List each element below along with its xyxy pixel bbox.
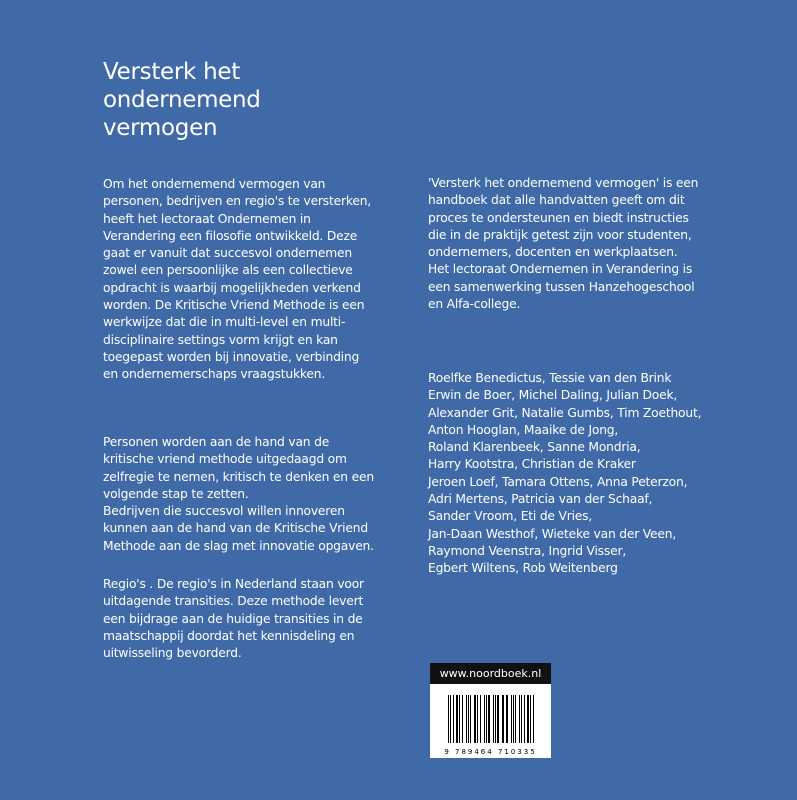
barcode-bar xyxy=(519,695,520,743)
barcode-bar xyxy=(488,695,490,743)
book-title: Versterk het ondernemend vermogen xyxy=(103,59,261,141)
barcode-bar xyxy=(506,695,508,743)
barcode-bar xyxy=(477,695,478,743)
barcode-bar xyxy=(515,695,516,743)
barcode-bar xyxy=(484,695,485,743)
handbook-paragraph: 'Versterk het ondernemend vermogen' is een handboek dat alle handvatten geeft om dit proces te ondersteunen en biedt instructies die in de praktijk getest zijn voor studenten, ondernemers, docenten en werkplaatsen. Het lectoraat Ondernemen in Verandering is een samenwerking tussen Hanzehogeschool en Alfa-college. xyxy=(428,176,699,312)
barcode-bar xyxy=(511,695,512,743)
barcode-bar xyxy=(502,695,503,743)
barcode-bar xyxy=(468,695,469,743)
companies-paragraph: Bedrijven die succesvol willen innoveren kunnen aan de hand van de Kritische Vriend Methode aan de slag met innovatie opgaven. xyxy=(103,504,374,553)
persons-paragraph: Personen worden aan de hand van de kritische vriend methode uitgedaagd om zelfregie te nemen, kritisch te denken en een volgende stap te zetten. xyxy=(103,435,374,501)
barcode-bar xyxy=(524,695,525,743)
barcode-bar xyxy=(453,695,454,743)
intro-paragraph: Om het ondernemend vermogen van personen, bedrijven en regio's te versterken, heeft het lectoraat Ondernemen in Verandering een filosofie ontwikkeld. Deze gaat er vanuit dat succesvol ondernemen zowel een persoonlijke als een collectieve opdracht is waarbij mogelijkheden verkend worden. De Kritische Vriend Methode is een werkwijze dat die in multi-level en multi- disciplinaire settings vorm krijgt en kan toegepast worden bij innovatie, verbinding en ondernemerschaps vraagstukken. xyxy=(103,177,371,382)
barcode-bar xyxy=(530,695,531,743)
publisher-url: www.noordboek.nl xyxy=(430,663,551,684)
barcode-bar xyxy=(495,695,496,743)
barcode-bar xyxy=(513,695,514,743)
isbn-number: 9 789464 710335 xyxy=(444,748,537,756)
barcode-bar xyxy=(450,695,451,743)
barcode-box xyxy=(430,663,551,758)
barcode-bar xyxy=(474,695,476,743)
barcode-bar xyxy=(486,695,487,743)
barcode-bar xyxy=(448,695,449,743)
barcode-bar xyxy=(480,695,481,743)
barcode-bar xyxy=(459,695,460,743)
barcode-bar xyxy=(521,695,522,743)
barcode-bar xyxy=(470,695,471,743)
barcode-bar xyxy=(497,695,498,743)
barcode-bar xyxy=(527,695,529,743)
barcode-bar xyxy=(462,695,463,743)
authors-list: Roelfke Benedictus, Tessie van den Brink Erwin de Boer, Michel Daling, Julian Doek, Alexander Grit, Natalie Gumbs, Tim Zoethout, Anton Hooglan, Maaike de Jong, Roland Klarenbeek, Sanne Mondria, Harry Kootstra, Christian de Kraker Jeroen Loef, Tamara Ottens, Anna Peterzon, Adri Mertens, Patricia van der Schaaf, Sander Vroom, Eti de Vries, Jan-Daan Westhof, Wieteke van der Veen, Raymond Veenstra, Ingrid Visser, Egbert Wiltens, Rob Weitenberg xyxy=(428,371,702,576)
barcode-bars xyxy=(448,695,536,743)
barcode-bar xyxy=(493,695,494,743)
regions-paragraph: Regio's . De regio's in Nederland staan voor uitdagende transities. Deze methode levert een bijdrage aan de huidige transities in de maatschappij doordat het kennisdeling en uitwisseling bevorderd. xyxy=(103,577,364,661)
barcode-bar xyxy=(503,695,504,743)
barcode-bar xyxy=(456,695,458,743)
barcode-bar xyxy=(466,695,467,743)
barcode-bar xyxy=(533,695,534,743)
